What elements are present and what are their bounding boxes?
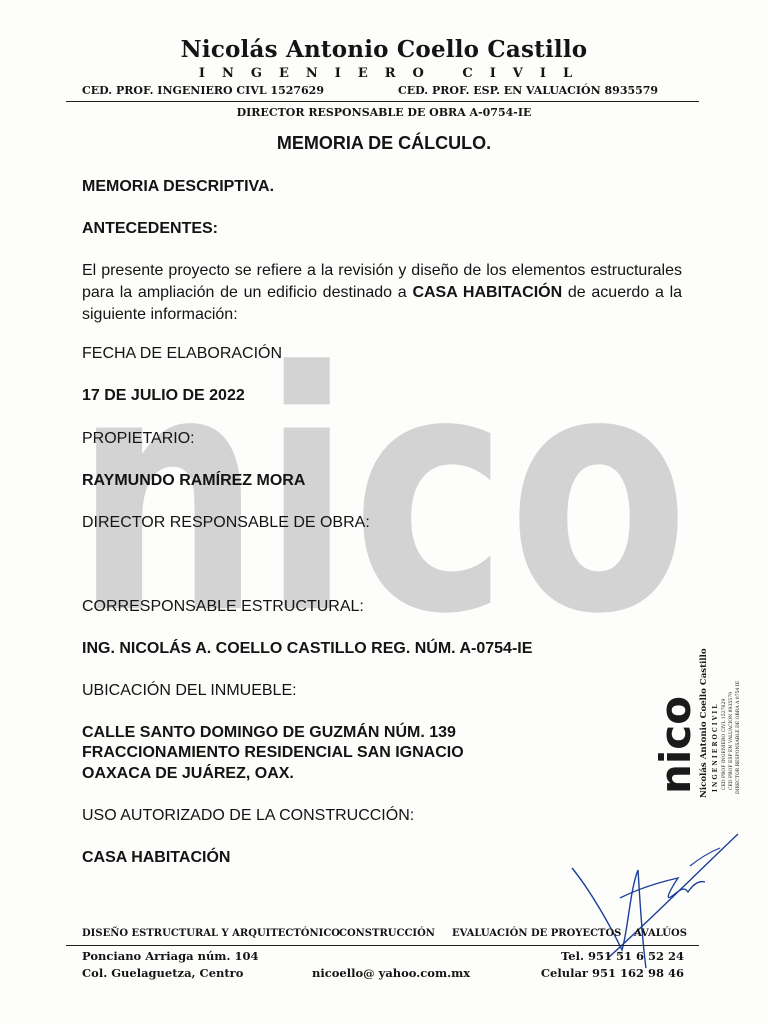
fecha-label: FECHA DE ELABORACIÓN (82, 345, 283, 362)
stamp-line-2: CED PROF ESP EN VALUACION 8935579 (729, 691, 734, 790)
letterhead-ced-prof: CED. PROF. INGENIERO CIVL 1527629 (82, 84, 324, 97)
document-subtitle: MEMORIA DESCRIPTIVA. (82, 178, 275, 195)
letterhead-ced-esp: CED. PROF. ESP. EN VALUACIÓN 8935579 (398, 84, 659, 97)
footer-service-evaluacion: EVALUACIÓN DE PROYECTOS (452, 928, 622, 939)
intro-text-bold: CASA HABITACIÓN (412, 284, 563, 301)
footer-service-construccion: CONSTRUCCIÓN (339, 928, 435, 939)
footer-service-diseno: DISEÑO ESTRUCTURAL Y ARQUITECTÓNICO (82, 928, 341, 939)
footer-service-avaluos: AVALÚOS (634, 928, 687, 939)
propietario-label: PROPIETARIO: (82, 430, 195, 447)
director-label: DIRECTOR RESPONSABLE DE OBRA: (82, 514, 370, 531)
stamp-name: Nicolás Antonio Coello Castillo (699, 648, 709, 798)
stamp-line-3: DIRECTOR RESPONSABLE DE OBRA A 0754 IE (736, 680, 741, 794)
ubicacion-line-1: CALLE SANTO DOMINGO DE GUZMÁN NÚM. 139 (82, 724, 456, 741)
letterhead-name: Nicolás Antonio Coello Castillo (180, 36, 588, 63)
footer-divider (66, 945, 699, 946)
footer-address-1: Ponciano Arriaga núm. 104 (82, 949, 259, 963)
document-title: MEMORIA DE CÁLCULO. (276, 133, 492, 153)
footer-email: nicoello@ yahoo.com.mx (312, 966, 471, 980)
corresponsable-label: CORRESPONSABLE ESTRUCTURAL: (82, 598, 364, 615)
intro-text-end: de acuerdo a la siguiente información: (82, 284, 683, 323)
propietario-value: RAYMUNDO RAMÍREZ MORA (82, 472, 306, 489)
watermark-text: nico (74, 340, 689, 640)
corresponsable-value: ING. NICOLÁS A. COELLO CASTILLO REG. NÚM. A-0754-IE (82, 640, 533, 657)
stamp-line-1: CED PROF INGENIERO CIVL 1527629 (722, 698, 727, 790)
section-heading: ANTECEDENTES: (82, 220, 219, 237)
letterhead-director: DIRECTOR RESPONSABLE DE OBRA A-0754-IE (236, 106, 532, 119)
fecha-value: 17 DE JULIO DE 2022 (82, 387, 245, 404)
intro-paragraph (82, 260, 682, 326)
stamp-logo: nico (651, 695, 700, 794)
letterhead-profession: INGENIERO CIVIL (198, 66, 590, 81)
ubicacion-label: UBICACIÓN DEL INMUEBLE: (82, 682, 297, 699)
footer-telephone: Tel. 951 51 6 52 24 (561, 949, 684, 963)
uso-value: CASA HABITACIÓN (82, 849, 231, 866)
engineer-stamp (648, 612, 748, 802)
ubicacion-line-2: FRACCIONAMIENTO RESIDENCIAL SAN IGNACIO (82, 744, 464, 761)
header-divider (66, 101, 699, 102)
stamp-profession: I N G E N I E R O C I V I L (712, 704, 719, 792)
footer-cellphone: Celular 951 162 98 46 (540, 966, 684, 980)
intro-text-start: El presente proyecto se refiere a la revisión y diseño de los elementos estructurales para la ampliación de un edificio destinado a (82, 262, 682, 301)
uso-label: USO AUTORIZADO DE LA CONSTRUCCIÓN: (82, 807, 415, 824)
footer-address-2: Col. Guelaguetza, Centro (82, 966, 244, 980)
ubicacion-line-3: OAXACA DE JUÁREZ, OAX. (82, 765, 294, 782)
